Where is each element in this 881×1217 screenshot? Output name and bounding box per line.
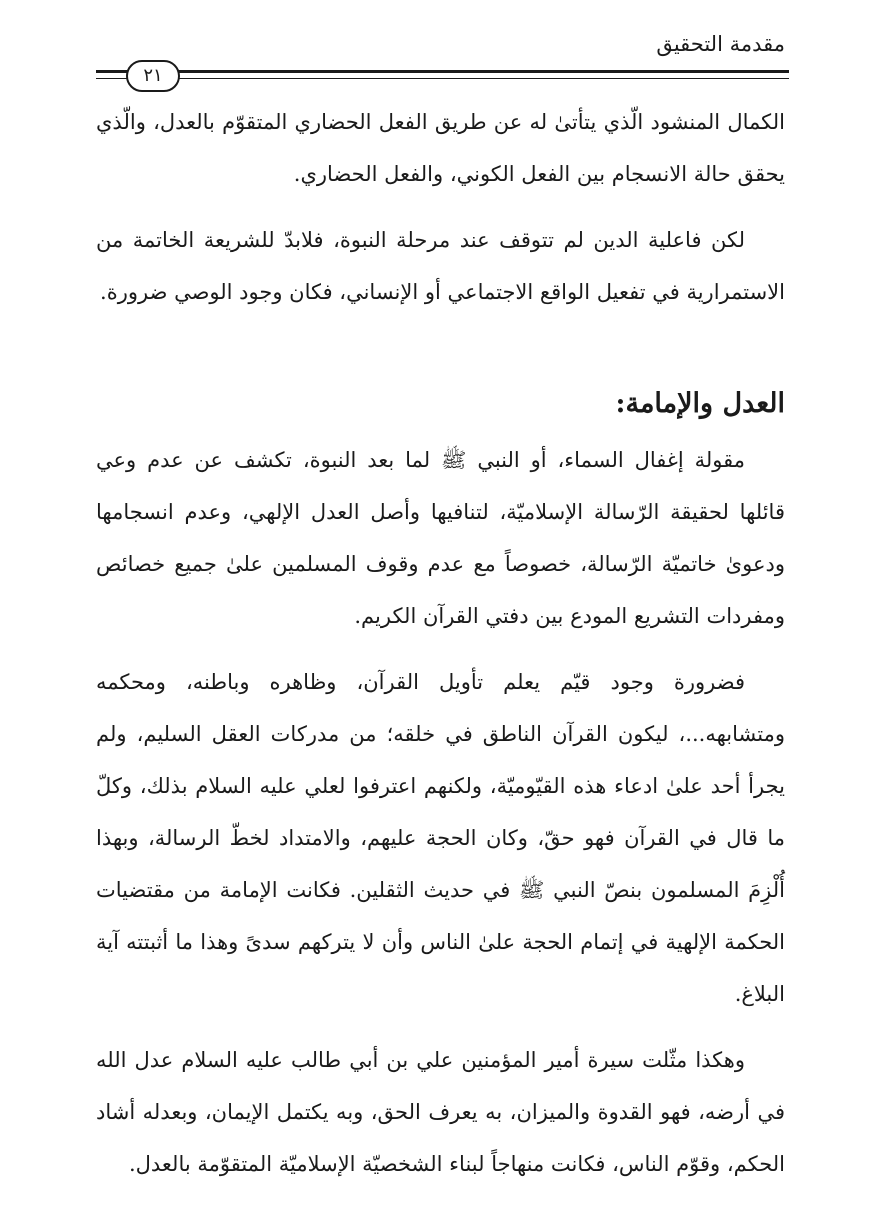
section-heading: العدل والإمامة: [615,388,785,419]
paragraph-4: فضرورة وجود قيّم يعلم تأويل القرآن، وظاهره وباطنه، ومحكمه ومتشابهه...، ليكون القرآن الناطق في خلقه؛ من مدركات العقل السليم، ولم يجرأ أحد علىٰ ادعاء هذه القيّوميّة، ولكنهم اعترفوا لعلي عليه السلام بذلك، وكلّ ما قال في القرآن فهو حقّ، وكان الحجة عليهم، والامتداد لخطّ الرسالة، وبهذا أُلْزِمَ المسلمون بنصّ النبي ﷺ في حديث الثقلين. فكانت الإمامة من مقتضيات الحكمة الإلهية في إتمام الحجة علىٰ الناس وأن لا يتركهم سدىً وهذا ما أثبتته آية البلاغ. [96,670,785,1006]
header-rule-thin [96,78,789,79]
paragraph-5: وهكذا مثّلت سيرة أمير المؤمنين علي بن أبي طالب عليه السلام عدل الله في أرضه، فهو القدوة والميزان، به يعرف الحق، وبه يكتمل الإيمان، وبعدله أشاد الحكم، وقوّم الناس، فكانت منهاجاً لبناء الشخصيّة الإسلاميّة المتقوّمة بالعدل. [96,1048,785,1176]
paragraph-2: لكن فاعلية الدين لم تتوقف عند مرحلة النبوة، فلابدّ للشريعة الخاتمة من الاستمرارية في تفعيل الواقع الاجتماعي أو الإنساني، فكان وجود الوصي ضرورة. [96,228,785,304]
page-body [96,96,785,1190]
header-rule-thick [96,70,789,73]
page-number: ٢١ [126,60,180,92]
paragraph-3: مقولة إغفال السماء، أو النبي ﷺ لما بعد النبوة، تكشف عن عدم وعي قائلها لحقيقة الرّسالة الإسلاميّة، لتنافيها وأصل العدل الإلهي، وعدم انسجامها ودعوىٰ خاتميّة الرّسالة، خصوصاً مع عدم وقوف المسلمين علىٰ جميع خصائص ومفردات التشريع المودع بين دفتي القرآن الكريم. [96,448,785,628]
paragraph-1: الكمال المنشود الّذي يتأتىٰ له عن طريق الفعل الحضاري المتقوّم بالعدل، والّذي يحقق حالة الانسجام بين الفعل الكوني، والفعل الحضاري. [96,110,785,186]
running-header-title: مقدمة التحقيق [656,32,785,56]
